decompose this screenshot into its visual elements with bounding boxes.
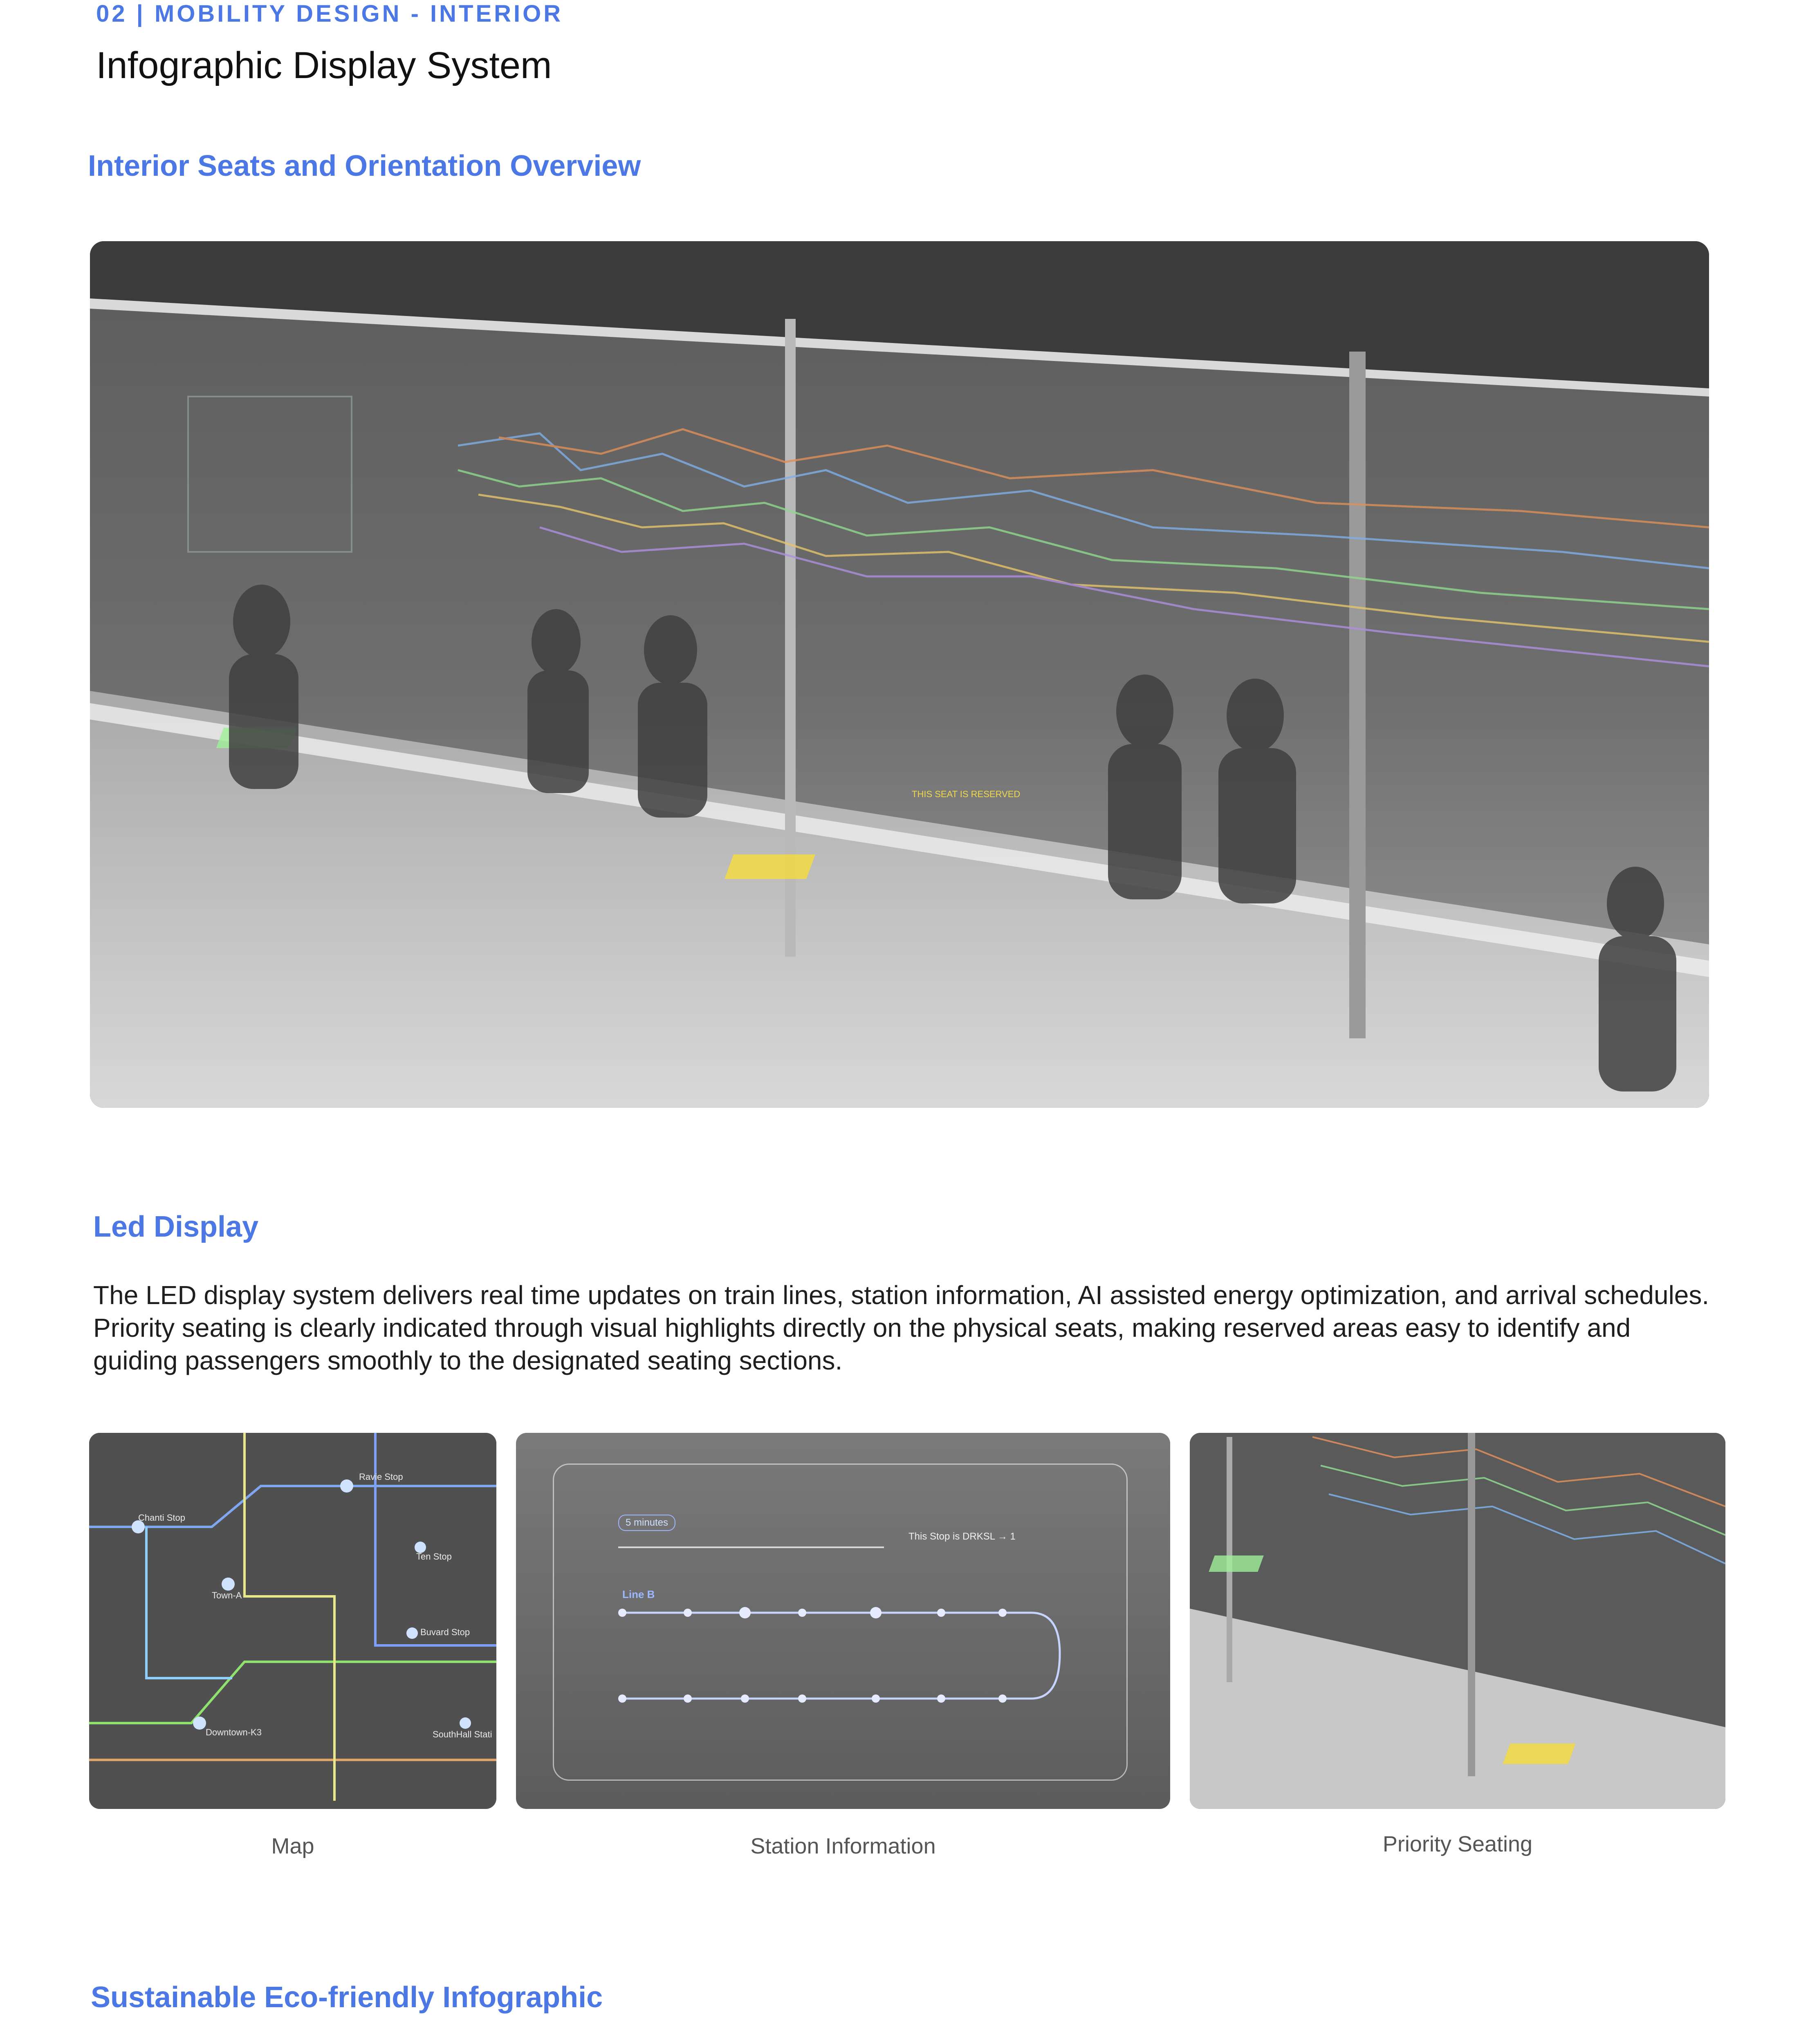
- map-label: Chanti Stop: [138, 1513, 185, 1523]
- section-eyebrow: 02 | MOBILITY DESIGN - INTERIOR: [96, 0, 563, 27]
- page-title: Infographic Display System: [96, 45, 552, 86]
- caption-station: Station Information: [750, 1834, 936, 1858]
- map-label: Downtown-K3: [206, 1727, 262, 1737]
- station-line-illustration: [516, 1433, 1170, 1809]
- interior-render-illustration: [90, 241, 1709, 1108]
- minutes-badge: 5 minutes: [618, 1515, 675, 1531]
- map-label: Buvard Stop: [420, 1627, 470, 1637]
- map-label: SouthHall Stati: [433, 1729, 492, 1739]
- led-description: The LED display system delivers real time updates on train lines, station information, AI assisted energy optimization, and arrival schedules. Priority seating is clearly indicated through visual highlights directly on the physical seats, making reserved areas easy to identify and guiding passengers smoothly to the designated seating sections.: [93, 1280, 1709, 1375]
- section-heading-led: Led Display: [93, 1210, 259, 1243]
- station-info-thumbnail[interactable]: [516, 1433, 1170, 1809]
- map-label: Town-A: [212, 1590, 242, 1600]
- map-thumbnail[interactable]: [89, 1433, 496, 1809]
- section-heading-eco: Sustainable Eco-friendly Infographic: [91, 1981, 603, 2014]
- section-heading-overview: Interior Seats and Orientation Overview: [88, 150, 641, 182]
- line-label: Line B: [622, 1588, 655, 1600]
- caption-priority: Priority Seating: [1382, 1832, 1533, 1856]
- map-label: Ravie Stop: [359, 1472, 403, 1482]
- this-stop-label: This Stop is DRKSL → 1: [908, 1531, 1016, 1542]
- interior-render: [90, 241, 1709, 1108]
- caption-map: Map: [271, 1834, 314, 1858]
- reserved-seat-sign: THIS SEAT IS RESERVED: [912, 789, 1021, 799]
- priority-seating-illustration: [1190, 1433, 1725, 1809]
- map-illustration: [89, 1433, 496, 1809]
- priority-seating-thumbnail[interactable]: [1190, 1433, 1725, 1809]
- map-label: Ten Stop: [416, 1551, 452, 1562]
